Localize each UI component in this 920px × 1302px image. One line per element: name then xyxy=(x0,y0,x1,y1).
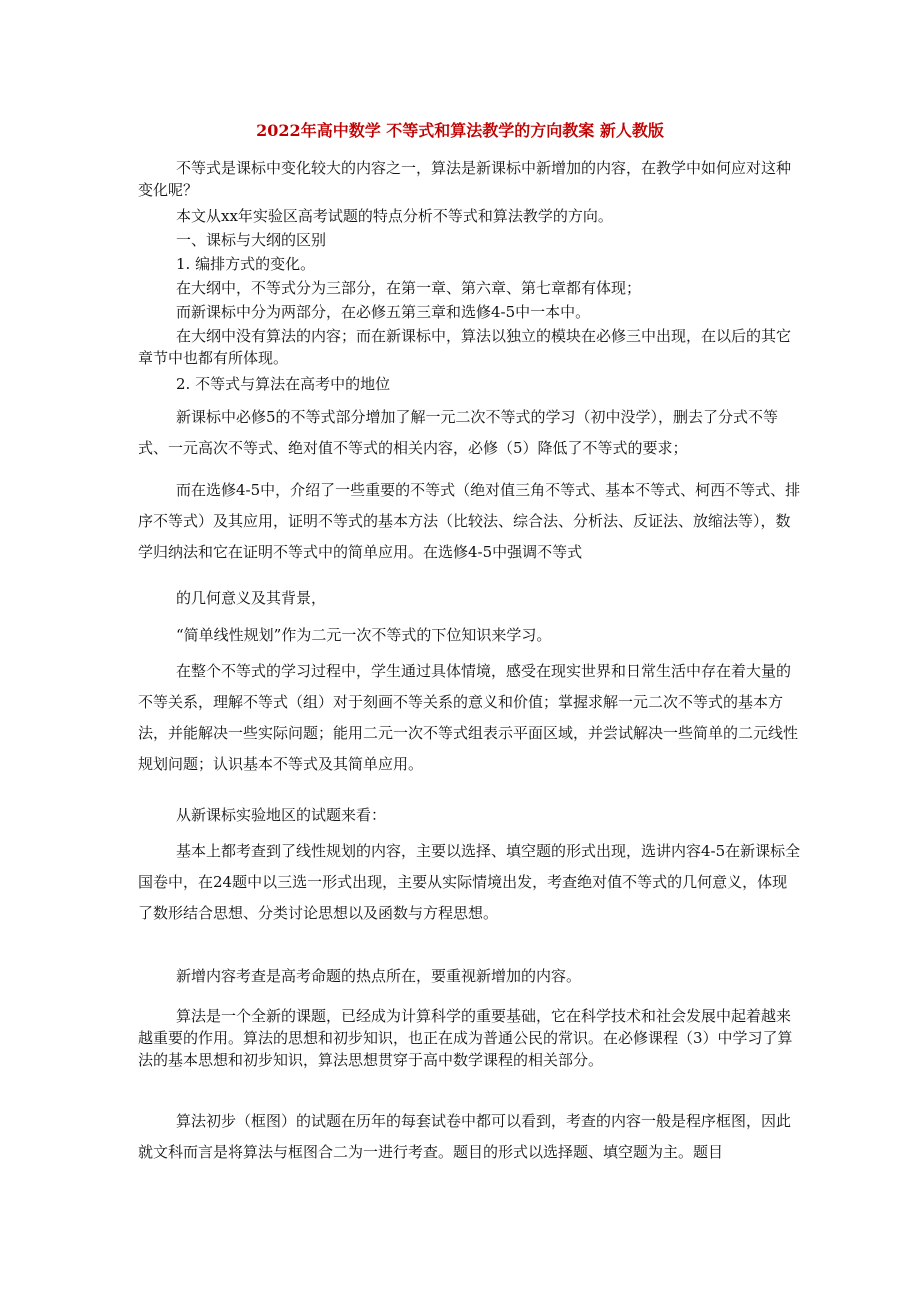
paragraph-algorithm-exam: 算法初步（框图）的试题在历年的每套试卷中都可以看到，考查的内容一般是程序框图，因此就文科而言是将算法与框图合二为一进行考查。题目的形式以选择题、填空题为主。题目 xyxy=(138,1112,792,1161)
paragraph-algorithm-intro: 算法是一个全新的课题，已经成为计算科学的重要基础，它在科学技术和社会发展中起着越来越重要的作用。算法的思想和初步知识，也正在成为普通公民的常识。在必修课程（3）中学习了算法的基本思想和初步知识，算法思想贯穿于高中数学课程的相关部分。 xyxy=(138,1007,793,1069)
paragraph-required-5: 新课标中必修5的不等式部分增加了解一元二次不等式的学习（初中没学），删去了分式不等式、一元高次不等式、绝对值不等式的相关内容，必修（5）降低了不等式的要求； xyxy=(138,408,779,457)
paragraph-geometric-meaning: 的几何意义及其背景， xyxy=(176,589,327,607)
paragraph-outline-new: 而新课标中分为两部分，在必修五第三章和选修4-5中一本中。 xyxy=(176,303,591,321)
paragraph-intro: 不等式是课标中变化较大的内容之一，算法是新课标中新增加的内容，在教学中如何应对这种变化呢？ xyxy=(138,159,792,199)
paragraph-linear-programming: “简单线性规划”作为二元一次不等式的下位知识来学习。 xyxy=(176,626,552,644)
paragraph-learning-process: 在整个不等式的学习过程中，学生通过具体情境，感受在现实世界和日常生活中存在着大量的不等关系，理解不等式（组）对于刻画不等关系的意义和价值；掌握求解一元二次不等式的基本方法，并能解决一些实际问题；能用二元一次不等式组表示平面区域，并尝试解决一些简单的二元线性规划问题；认识基本不等式及其简单应用。 xyxy=(138,662,799,773)
paragraph-new-content: 新增内容考查是高考命题的热点所在，要重视新增加的内容。 xyxy=(176,967,582,985)
section-heading-1: 一、课标与大纲的区别 xyxy=(176,231,327,249)
document-title: 2022年高中数学 不等式和算法教学的方向教案 新人教版 xyxy=(256,121,664,140)
paragraph-elective-4-5: 而在选修4-5中，介绍了一些重要的不等式（绝对值三角不等式、基本不等式、柯西不等式、排序不等式）及其应用，证明不等式的基本方法（比较法、综合法、分析法、反证法、放缩法等），数学归纳法和它在证明不等式中的简单应用。在选修4-5中强调不等式 xyxy=(138,481,801,561)
subheading-1: 1. 编排方式的变化。 xyxy=(176,255,316,273)
paragraph-algorithm-outline: 在大纲中没有算法的内容；而在新课标中，算法以独立的模块在必修三中出现，在以后的其它章节中也都有所体现。 xyxy=(138,327,792,367)
paragraph-outline-old: 在大纲中，不等式分为三部分，在第一章、第六章、第七章都有体现； xyxy=(176,279,642,297)
paragraph-purpose: 本文从xx年实验区高考试题的特点分析不等式和算法教学的方向。 xyxy=(176,207,613,225)
paragraph-exam-analysis: 基本上都考查到了线性规划的内容，主要以选择、填空题的形式出现，选讲内容4-5在新课标全国卷中，在24题中以三选一形式出现，主要从实际情境出发，考查绝对值不等式的几何意义，体现了数形结合思想、分类讨论思想以及函数与方程思想。 xyxy=(138,842,801,922)
subheading-2: 2. 不等式与算法在高考中的地位 xyxy=(176,375,391,393)
paragraph-exam-regions: 从新课标实验地区的试题来看： xyxy=(176,806,387,824)
